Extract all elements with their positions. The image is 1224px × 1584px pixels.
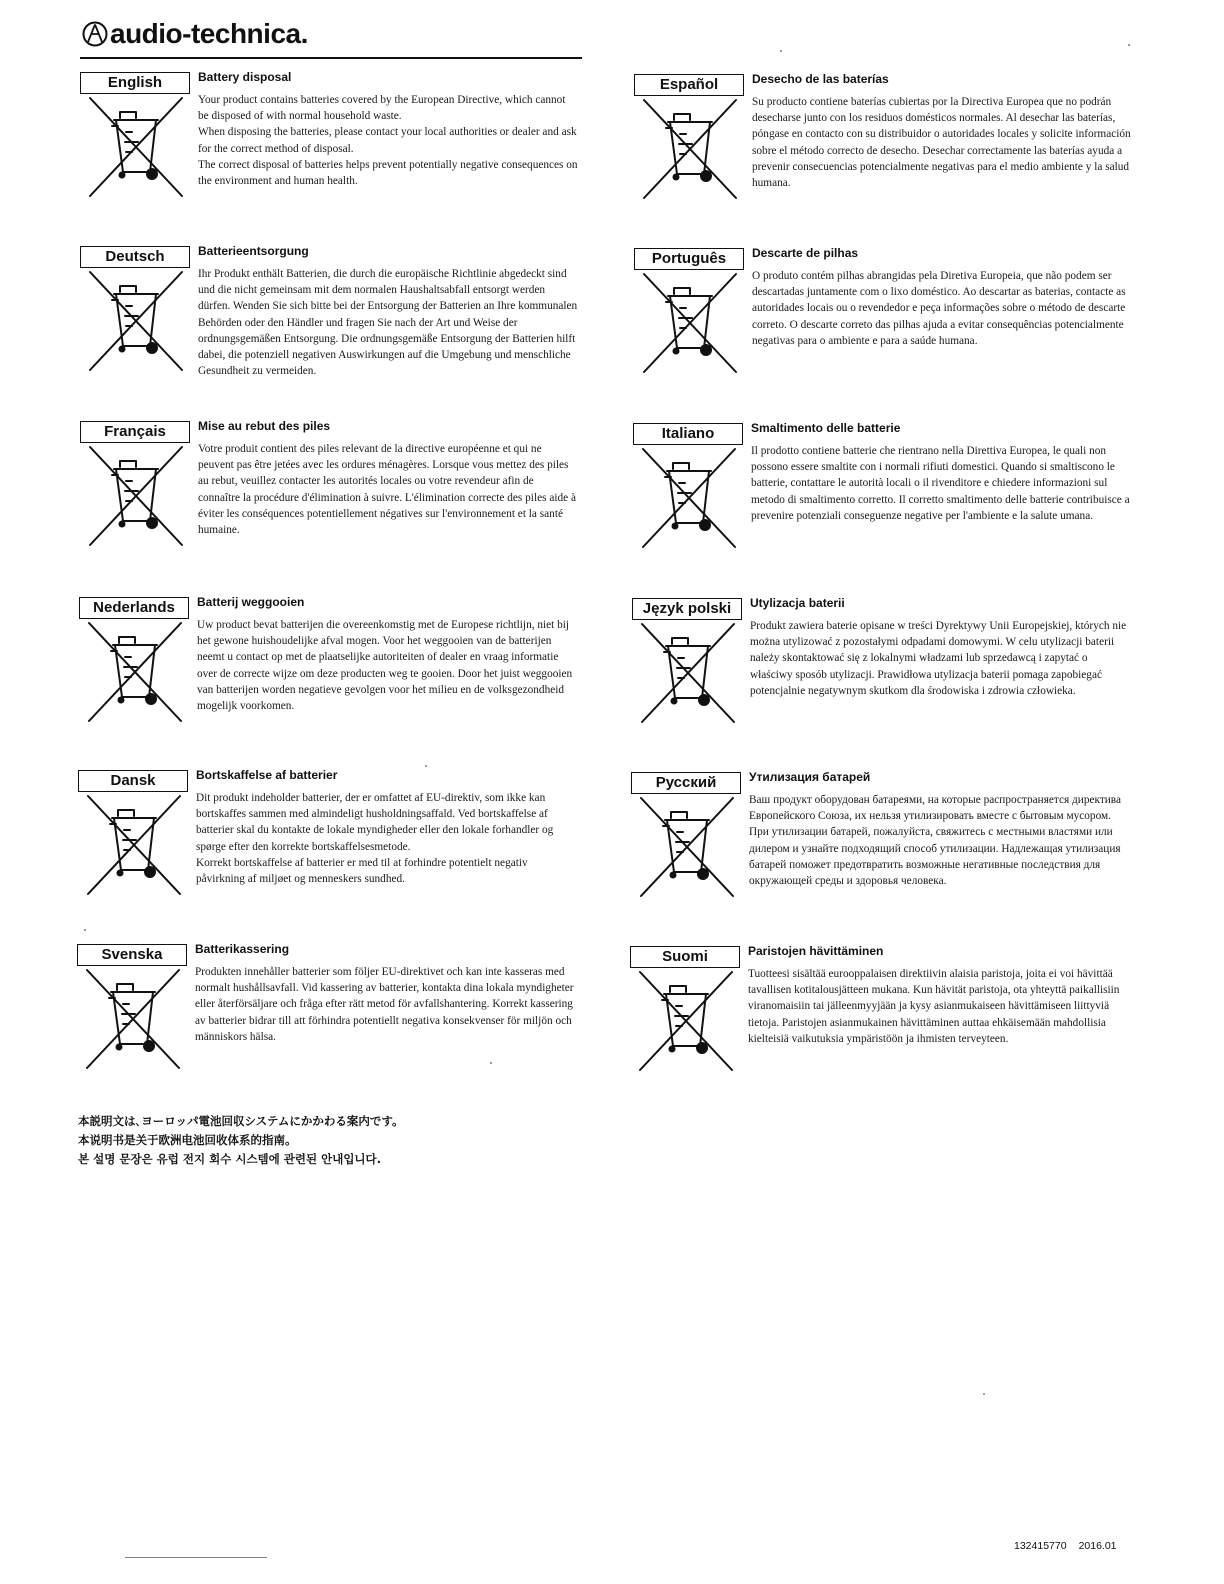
section-title: Smaltimento delle batterie [751,421,901,435]
scan-edge-line [125,1557,267,1558]
section-body: Ваш продукт оборудован батареями, на которые распространяется директива Европейского Союза, их нельзя утилизировать вместе с бытовым мусором. При утилизации батарей, пожалуйста, свяжитесь с местными властями или дилером и узнайте подходящий способ утилизации. Надлежащая утилизация батарей поможет предотвратить возможные негативные последствия для окружающей среды и здоровья человека. [749,794,1121,888]
section-italiano [633,423,1133,573]
language-label: Português [634,248,744,270]
section-title: Batterikassering [195,942,290,956]
language-label: Deutsch [80,246,190,268]
scan-speck [84,929,86,931]
crossed-out-wheelie-bin-icon [640,272,740,376]
section-body: O produto contém pilhas abrangidas pela Diretiva Europeia, que não podem ser descartadas juntamente com o lixo doméstico. Ao descartar as baterias, contacte as autoridades locais ou o revendedor e peça informações sobre o método de descarte correto. O descarte correto das pilhas ajuda a evitar consequências potencialmente negativas para o ambiente e para a saúde humana. [752,270,1126,347]
language-label: English [80,72,190,94]
section-polski [632,598,1132,748]
crossed-out-wheelie-bin-icon [83,968,183,1072]
section-body: Ihr Produkt enthält Batterien, die durch die europäische Richtlinie abgedeckt sind und die nicht gemeinsam mit dem normalen Haushaltsabfall entsorgt werden dürfen. Wenden Sie sich bitte bei der Entsorgung der Batterien an Ihre kommunalen Behörden oder den Händler und fragen Sie nach der Art und Weise der ordnungsgemäßen Entsorgung. Die ordnungsgemäße Entsorgung der Batterien hilft dabei, die potenziell negativen Auswirkungen auf die Umgebung und menschliche Gesundheit zu vermeiden. [198,268,578,378]
section-body: Your product contains batteries covered by the European Directive, which cannot be disposed of with normal household waste. When disposing the batteries, please contact your local authorities or dealer and ask for the correct method of disposal. The correct disposal of batteries helps prevent potentially negative consequences on the environment and human health. [198,94,578,188]
scan-speck [490,1062,492,1064]
language-label: Język polski [632,598,742,620]
section-title: Batterij weggooien [197,595,305,609]
section-body: Dit produkt indeholder batterier, der er omfattet af EU-direktiv, som ikke kan bortskaffes sammen med almindeligt husholdningsaffald. Ved bortskaffelse af batterier skal du kontakte de lokale myndigheder eller den lokale forhandler og spørge efter den korrekte bortskaffelsesmetode. Korrekt bortskaffelse af batterier er med til at forhindre potentielt negativ påvirkning af miljøet og menneskers sundhed. [196,792,554,886]
section-title: Battery disposal [198,70,292,84]
section-body: Votre produit contient des piles relevant de la directive européenne et qui ne peuvent pas être jetées avec les ordures ménagères. Lorsque vous mettez des piles au rebut, veuillez contacter les autorités locales ou votre revendeur afin de connaître la procédure d'élimination à suivre. L'élimination correcte des piles aide à éviter les conséquences potentiellement négatives sur l'environnement et la santé humaine. [198,443,576,537]
note-japanese: 本説明文は､ヨーロッパ電池回収システムにかかわる案内です。 [78,1114,404,1128]
section-title: Batterieentsorgung [198,244,309,258]
crossed-out-wheelie-bin-icon [86,445,186,549]
section-english [80,72,580,222]
section-suomi [630,946,1130,1096]
language-label: Nederlands [79,597,189,619]
scan-speck [983,1393,985,1395]
section-title: Utylizacja baterii [750,596,845,610]
crossed-out-wheelie-bin-icon [86,270,186,374]
audio-technica-logo-icon [82,21,108,47]
section-svenska [77,944,577,1094]
crossed-out-wheelie-bin-icon [638,622,738,726]
crossed-out-wheelie-bin-icon [86,96,186,200]
section-francais [80,421,580,571]
section-title: Утилизация батарей [749,770,871,784]
brand-name: audio-technica. [110,18,308,49]
crossed-out-wheelie-bin-icon [639,447,739,551]
section-body: Tuotteesi sisältää eurooppalaisen direktiivin alaisia paristoja, joita ei voi hävittää tavallisen kotitalousjätteen mukana. Kun hävität paristoja, ota yhteyttä paikallisiin viranomaisiin tai jälleenmyyjään ja kysy asianmukaiseen hävittämiseen liittyviä tietoja. Paristojen asianmukainen hävittäminen auttaa ehkäisemään mahdollisia kielteisiä vaikutuksia ympäristöön ja ihmisten terveyteen. [748,968,1120,1045]
note-chinese: 本说明书是关于欧洲电池回收体系的指南。 [78,1133,297,1147]
section-title: Bortskaffelse af batterier [196,768,338,782]
crossed-out-wheelie-bin-icon [85,621,185,725]
scan-speck [425,765,427,767]
language-label: Suomi [630,946,740,968]
section-body: Su producto contiene baterías cubiertas por la Directiva Europea que no podrán desecharse junto con los residuos domésticos normales. Al desechar las baterías, póngase en contacto con su distribuidor o autoridades locales y solicite información sobre el método correcto de desecho. Desechar correctamente las baterías ayuda a prevenir consecuencias potencialmente negativas para el medio ambiente y la salud humana. [752,96,1131,190]
brand-logo [82,18,308,50]
crossed-out-wheelie-bin-icon [640,98,740,202]
section-portugues [634,248,1134,398]
language-label: Italiano [633,423,743,445]
scan-speck [780,50,782,52]
section-title: Descarte de pilhas [752,246,859,260]
section-title: Desecho de las baterías [752,72,889,86]
note-korean: 본 설명 문장은 유럽 전지 회수 시스템에 관련된 안내입니다. [78,1152,382,1166]
section-title: Paristojen hävittäminen [748,944,884,958]
language-label: Svenska [77,944,187,966]
crossed-out-wheelie-bin-icon [84,794,184,898]
language-label: Русский [631,772,741,794]
language-label: Français [80,421,190,443]
scan-speck [1128,44,1130,46]
language-label: Dansk [78,770,188,792]
asian-language-notes [78,1112,403,1169]
crossed-out-wheelie-bin-icon [637,796,737,900]
document-code [1014,1540,1117,1552]
crossed-out-wheelie-bin-icon [636,970,736,1074]
section-espanol [634,74,1134,224]
section-body: Il prodotto contiene batterie che rientrano nella Direttiva Europea, le quali non possono essere smaltite con i normali rifiuti domestici. Quando si smaltiscono le batterie, contattare le autorità locali o il rivenditore e chiedere informazioni sul metodo di smaltimento corretto. Il corretto smaltimento delle batterie contribuisce a prevenire potenziali conseguenze negative per l'ambiente e la salute umana. [751,445,1130,522]
section-deutsch [80,246,580,396]
section-title: Mise au rebut des piles [198,419,331,433]
section-body: Uw product bevat batterijen die overeenkomstig met de Europese richtlijn, niet bij het gewone huishoudelijke afval mogen. Voor het weggooien van de batterijen neemt u contact op met de plaatselijke autoriteiten of dealer en vraag informatie over de correcte wijze om deze producten weg te gooien. Door het juist weggooien van batterijen worden negatieve gevolgen voor het milieu en de volksgezondheid mogelijk voorkomen. [197,619,573,713]
header-rule [80,57,582,59]
section-nederlands [79,597,579,747]
section-russkiy [631,772,1131,922]
section-body: Produkt zawiera baterie opisane w treści Dyrektywy Unii Europejskiej, których nie można utylizować z pozostałymi odpadami domowymi. W celu utylizacji baterii należy skontaktować się z lokalnymi władzami lub sprzedawcą i zapytać o właściwy sposób utylizacji. Prawidłowa utylizacja baterii pomaga zapobiegać potencjalnie negatywnym skutkom dla środowiska i zdrowia człowieka. [750,620,1127,697]
language-label: Español [634,74,744,96]
section-dansk [78,770,578,920]
section-body: Produkten innehåller batterier som följer EU-direktivet och kan inte kasseras med normalt hushållsavfall. Vid kassering av batterier, kontakta dina lokala myndigheter eller återförsäljare och fråga efter rätt metod för avfallshantering. Korrekt kassering av batterier bidrar till att förhindra potentiellt negativa konsekvenser för miljön och människors hälsa. [195,966,574,1043]
document-date: 2016.01 [1078,1540,1117,1552]
document-number: 132415770 [1014,1540,1067,1552]
